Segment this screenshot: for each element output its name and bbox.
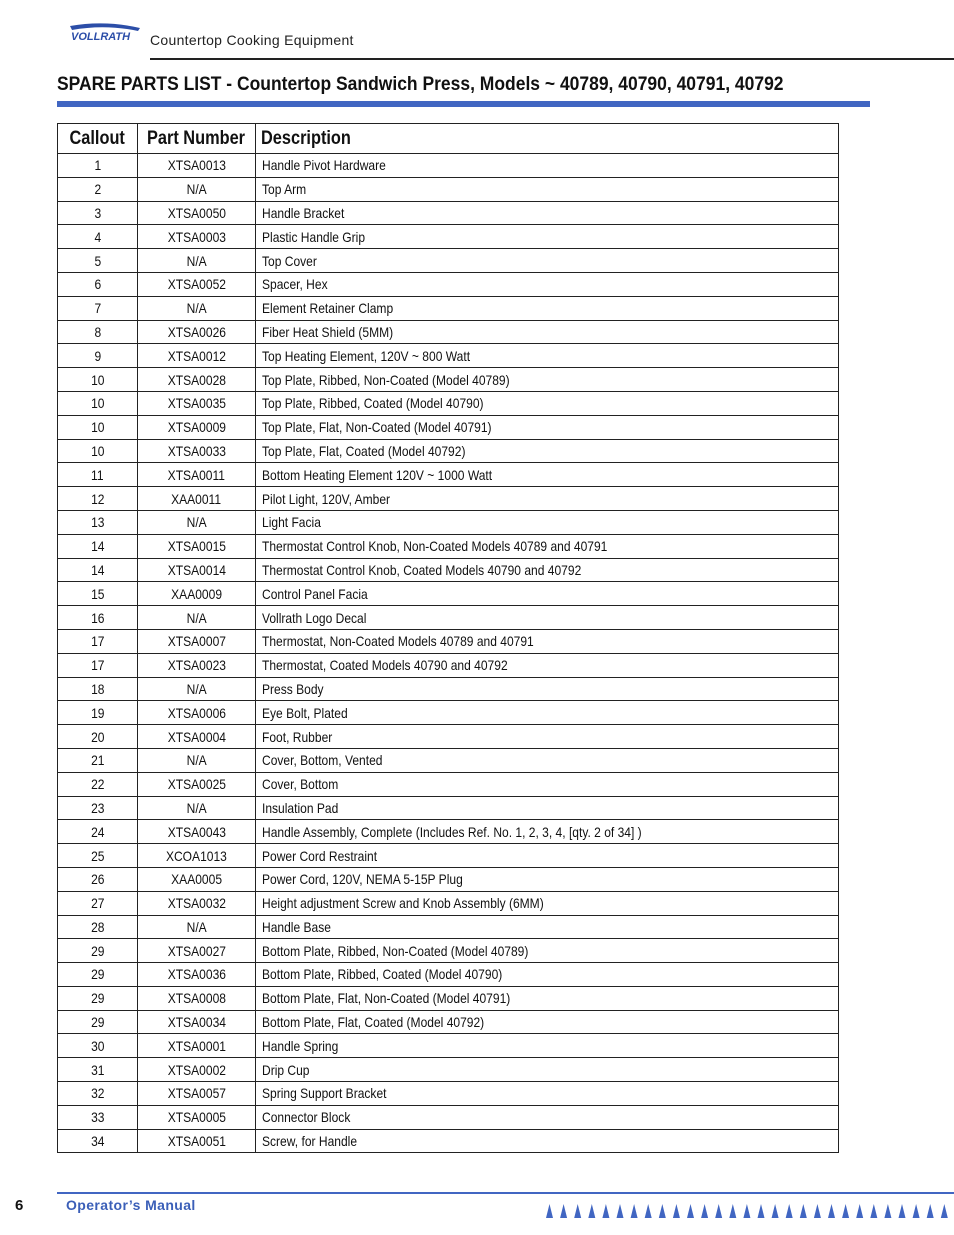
- table-row: [58, 748, 839, 772]
- cell-description: Thermostat, Non-Coated Models 40789 and 40791: [256, 629, 839, 653]
- cell-callout: 4: [58, 225, 138, 249]
- cell-part-number: XTSA0011: [138, 463, 256, 487]
- heading-accent-bar: [57, 101, 870, 107]
- table-row: [58, 844, 839, 868]
- cell-description: Power Cord, 120V, NEMA 5-15P Plug: [256, 867, 839, 891]
- cell-part-number: XTSA0014: [138, 558, 256, 582]
- cell-part-number: XTSA0015: [138, 534, 256, 558]
- cell-description: Top Plate, Ribbed, Coated (Model 40790): [256, 391, 839, 415]
- cell-part-number: N/A: [138, 748, 256, 772]
- arrow-glyph: [786, 1204, 793, 1218]
- cell-callout: 10: [58, 439, 138, 463]
- cell-part-number: N/A: [138, 915, 256, 939]
- cell-part-number: XTSA0026: [138, 320, 256, 344]
- table-row: [58, 1082, 839, 1106]
- cell-callout: 21: [58, 748, 138, 772]
- cell-description: Handle Bracket: [256, 201, 839, 225]
- cell-callout: 29: [58, 963, 138, 987]
- cell-part-number: XTSA0051: [138, 1129, 256, 1153]
- arrow-glyph: [828, 1204, 835, 1218]
- cell-description: Handle Pivot Hardware: [256, 154, 839, 178]
- table-row: [58, 201, 839, 225]
- cell-callout: 26: [58, 867, 138, 891]
- arrow-glyph: [602, 1204, 609, 1218]
- svg-text:VOLLRATH: VOLLRATH: [71, 31, 131, 43]
- cell-callout: 27: [58, 891, 138, 915]
- cell-part-number: XAA0009: [138, 582, 256, 606]
- cell-part-number: XAA0011: [138, 487, 256, 511]
- table-row: [58, 487, 839, 511]
- cell-callout: 11: [58, 463, 138, 487]
- cell-callout: 19: [58, 701, 138, 725]
- cell-description: Eye Bolt, Plated: [256, 701, 839, 725]
- cell-description: Handle Base: [256, 915, 839, 939]
- arrow-glyph: [743, 1204, 750, 1218]
- cell-part-number: XTSA0008: [138, 986, 256, 1010]
- cell-callout: 3: [58, 201, 138, 225]
- table-row: [58, 534, 839, 558]
- decorative-arrow-strip: [543, 1203, 954, 1219]
- cell-part-number: XTSA0023: [138, 653, 256, 677]
- table-row: [58, 463, 839, 487]
- cell-description: Thermostat Control Knob, Coated Models 40790 and 40792: [256, 558, 839, 582]
- cell-part-number: XTSA0005: [138, 1105, 256, 1129]
- arrow-glyph: [645, 1204, 652, 1218]
- arrow-glyph: [842, 1204, 849, 1218]
- arrow-glyph: [800, 1204, 807, 1218]
- arrow-glyph: [856, 1204, 863, 1218]
- table-row: [58, 249, 839, 273]
- cell-callout: 10: [58, 368, 138, 392]
- table-row: [58, 344, 839, 368]
- table-row: [58, 225, 839, 249]
- cell-callout: 16: [58, 606, 138, 630]
- arrow-glyph: [927, 1204, 934, 1218]
- cell-callout: 30: [58, 1034, 138, 1058]
- column-header-description: Description: [256, 124, 839, 154]
- table-row: [58, 1105, 839, 1129]
- cell-callout: 1: [58, 154, 138, 178]
- cell-part-number: XTSA0012: [138, 344, 256, 368]
- cell-description: Vollrath Logo Decal: [256, 606, 839, 630]
- cell-description: Thermostat, Coated Models 40790 and 40792: [256, 653, 839, 677]
- cell-callout: 33: [58, 1105, 138, 1129]
- cell-description: Bottom Plate, Ribbed, Coated (Model 40790): [256, 963, 839, 987]
- cell-part-number: XTSA0028: [138, 368, 256, 392]
- cell-description: Handle Assembly, Complete (Includes Ref. No. 1, 2, 3, 4, [qty. 2 of 34] ): [256, 820, 839, 844]
- cell-part-number: XTSA0025: [138, 772, 256, 796]
- cell-callout: 14: [58, 534, 138, 558]
- arrow-glyph: [659, 1204, 666, 1218]
- cell-part-number: XTSA0004: [138, 725, 256, 749]
- cell-part-number: XTSA0009: [138, 415, 256, 439]
- cell-callout: 10: [58, 391, 138, 415]
- cell-description: Top Arm: [256, 177, 839, 201]
- cell-callout: 25: [58, 844, 138, 868]
- cell-callout: 31: [58, 1058, 138, 1082]
- table-header-row: [58, 124, 839, 154]
- cell-part-number: N/A: [138, 796, 256, 820]
- cell-part-number: N/A: [138, 510, 256, 534]
- table-body: [58, 154, 839, 1153]
- page-number: 6: [15, 1197, 24, 1214]
- arrow-glyph: [560, 1204, 567, 1218]
- table-row: [58, 796, 839, 820]
- cell-description: Handle Spring: [256, 1034, 839, 1058]
- cell-description: Plastic Handle Grip: [256, 225, 839, 249]
- cell-description: Thermostat Control Knob, Non-Coated Models 40789 and 40791: [256, 534, 839, 558]
- arrow-glyph: [701, 1204, 708, 1218]
- arrow-glyph: [546, 1204, 553, 1218]
- cell-part-number: N/A: [138, 249, 256, 273]
- cell-callout: 29: [58, 939, 138, 963]
- spare-parts-table: [57, 123, 839, 1153]
- cell-part-number: XTSA0050: [138, 201, 256, 225]
- cell-part-number: N/A: [138, 296, 256, 320]
- cell-callout: 29: [58, 986, 138, 1010]
- cell-description: Top Plate, Flat, Coated (Model 40792): [256, 439, 839, 463]
- cell-description: Top Plate, Ribbed, Non-Coated (Model 40789): [256, 368, 839, 392]
- cell-callout: 32: [58, 1082, 138, 1106]
- cell-part-number: XAA0005: [138, 867, 256, 891]
- column-header-part-number: Part Number: [138, 124, 256, 154]
- table-row: [58, 439, 839, 463]
- cell-description: Bottom Plate, Ribbed, Non-Coated (Model 40789): [256, 939, 839, 963]
- arrow-glyph: [574, 1204, 581, 1218]
- arrow-glyph: [772, 1204, 779, 1218]
- cell-part-number: XCOA1013: [138, 844, 256, 868]
- table-row: [58, 582, 839, 606]
- table-row: [58, 1034, 839, 1058]
- cell-part-number: XTSA0052: [138, 272, 256, 296]
- cell-part-number: XTSA0002: [138, 1058, 256, 1082]
- cell-description: Light Facia: [256, 510, 839, 534]
- arrow-glyph: [631, 1204, 638, 1218]
- cell-description: Pilot Light, 120V, Amber: [256, 487, 839, 511]
- arrow-glyph: [758, 1204, 765, 1218]
- table-row: [58, 1010, 839, 1034]
- cell-description: Spacer, Hex: [256, 272, 839, 296]
- cell-description: Insulation Pad: [256, 796, 839, 820]
- cell-callout: 29: [58, 1010, 138, 1034]
- cell-callout: 28: [58, 915, 138, 939]
- arrow-glyph: [687, 1204, 694, 1218]
- page-heading: SPARE PARTS LIST - Countertop Sandwich Press, Models ~ 40789, 40790, 40791, 40792: [57, 74, 784, 95]
- cell-description: Power Cord Restraint: [256, 844, 839, 868]
- cell-part-number: XTSA0032: [138, 891, 256, 915]
- cell-callout: 22: [58, 772, 138, 796]
- footer-divider: [57, 1192, 954, 1194]
- table-row: [58, 368, 839, 392]
- cell-description: Cover, Bottom: [256, 772, 839, 796]
- vollrath-logo: [68, 22, 142, 46]
- cell-callout: 12: [58, 487, 138, 511]
- table-row: [58, 653, 839, 677]
- table-row: [58, 558, 839, 582]
- table-row: [58, 677, 839, 701]
- table-row: [58, 772, 839, 796]
- cell-callout: 2: [58, 177, 138, 201]
- cell-callout: 14: [58, 558, 138, 582]
- column-header-callout: Callout: [58, 124, 138, 154]
- cell-part-number: XTSA0007: [138, 629, 256, 653]
- arrow-glyph: [729, 1204, 736, 1218]
- cell-part-number: N/A: [138, 677, 256, 701]
- cell-part-number: XTSA0035: [138, 391, 256, 415]
- cell-part-number: XTSA0033: [138, 439, 256, 463]
- table-row: [58, 1058, 839, 1082]
- arrow-glyph: [899, 1204, 906, 1218]
- cell-part-number: XTSA0013: [138, 154, 256, 178]
- header-divider: [150, 58, 954, 60]
- cell-callout: 18: [58, 677, 138, 701]
- cell-part-number: N/A: [138, 606, 256, 630]
- cell-part-number: XTSA0003: [138, 225, 256, 249]
- cell-callout: 13: [58, 510, 138, 534]
- table-row: [58, 415, 839, 439]
- cell-part-number: XTSA0034: [138, 1010, 256, 1034]
- arrow-glyph: [913, 1204, 920, 1218]
- arrow-glyph: [588, 1204, 595, 1218]
- table-row: [58, 177, 839, 201]
- cell-callout: 23: [58, 796, 138, 820]
- table-row: [58, 272, 839, 296]
- cell-part-number: XTSA0001: [138, 1034, 256, 1058]
- table-row: [58, 510, 839, 534]
- table-row: [58, 629, 839, 653]
- table-row: [58, 915, 839, 939]
- cell-description: Top Heating Element, 120V ~ 800 Watt: [256, 344, 839, 368]
- cell-description: Top Cover: [256, 249, 839, 273]
- table-row: [58, 867, 839, 891]
- cell-callout: 24: [58, 820, 138, 844]
- header-title: Countertop Cooking Equipment: [150, 32, 354, 48]
- cell-description: Bottom Plate, Flat, Non-Coated (Model 40791): [256, 986, 839, 1010]
- arrow-glyph: [673, 1204, 680, 1218]
- table-row: [58, 986, 839, 1010]
- footer-title: Operator’s Manual: [66, 1197, 196, 1213]
- cell-callout: 10: [58, 415, 138, 439]
- table-row: [58, 296, 839, 320]
- cell-description: Drip Cup: [256, 1058, 839, 1082]
- cell-description: Height adjustment Screw and Knob Assembly (6MM): [256, 891, 839, 915]
- table-row: [58, 891, 839, 915]
- cell-callout: 6: [58, 272, 138, 296]
- table-row: [58, 320, 839, 344]
- cell-part-number: N/A: [138, 177, 256, 201]
- arrow-glyph: [884, 1204, 891, 1218]
- cell-description: Spring Support Bracket: [256, 1082, 839, 1106]
- cell-callout: 20: [58, 725, 138, 749]
- cell-callout: 15: [58, 582, 138, 606]
- cell-callout: 9: [58, 344, 138, 368]
- table-row: [58, 606, 839, 630]
- arrow-glyph: [941, 1204, 948, 1218]
- arrow-glyph: [617, 1204, 624, 1218]
- cell-description: Cover, Bottom, Vented: [256, 748, 839, 772]
- cell-callout: 17: [58, 629, 138, 653]
- cell-part-number: XTSA0057: [138, 1082, 256, 1106]
- cell-description: Element Retainer Clamp: [256, 296, 839, 320]
- cell-description: Bottom Plate, Flat, Coated (Model 40792): [256, 1010, 839, 1034]
- cell-callout: 17: [58, 653, 138, 677]
- cell-part-number: XTSA0043: [138, 820, 256, 844]
- cell-description: Bottom Heating Element 120V ~ 1000 Watt: [256, 463, 839, 487]
- cell-callout: 8: [58, 320, 138, 344]
- table-row: [58, 820, 839, 844]
- cell-part-number: XTSA0027: [138, 939, 256, 963]
- cell-description: Connector Block: [256, 1105, 839, 1129]
- table-row: [58, 701, 839, 725]
- cell-description: Top Plate, Flat, Non-Coated (Model 40791): [256, 415, 839, 439]
- arrow-glyph: [715, 1204, 722, 1218]
- cell-callout: 7: [58, 296, 138, 320]
- cell-description: Press Body: [256, 677, 839, 701]
- cell-part-number: XTSA0006: [138, 701, 256, 725]
- cell-description: Screw, for Handle: [256, 1129, 839, 1153]
- cell-part-number: XTSA0036: [138, 963, 256, 987]
- cell-callout: 34: [58, 1129, 138, 1153]
- arrow-glyph: [870, 1204, 877, 1218]
- table-row: [58, 725, 839, 749]
- table-row: [58, 154, 839, 178]
- table-row: [58, 391, 839, 415]
- table-row: [58, 1129, 839, 1153]
- cell-description: Control Panel Facia: [256, 582, 839, 606]
- cell-description: Foot, Rubber: [256, 725, 839, 749]
- table-row: [58, 939, 839, 963]
- cell-callout: 5: [58, 249, 138, 273]
- cell-description: Fiber Heat Shield (5MM): [256, 320, 839, 344]
- arrow-glyph: [814, 1204, 821, 1218]
- table-row: [58, 963, 839, 987]
